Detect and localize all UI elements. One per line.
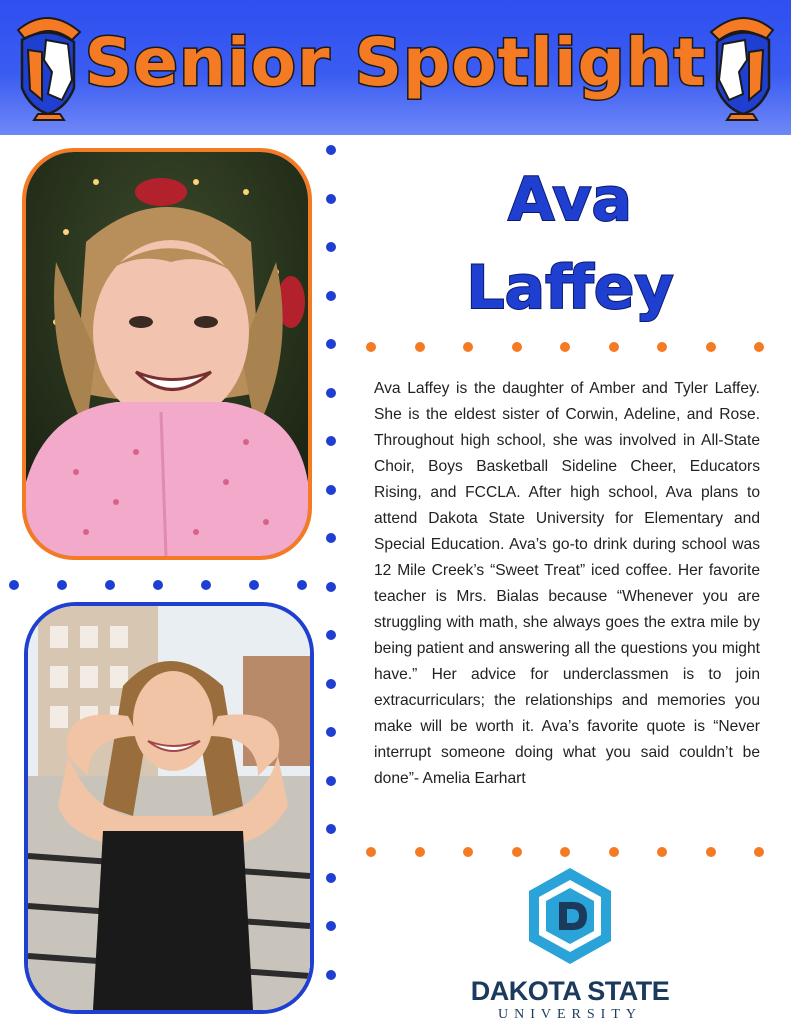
student-last-name: Laffey: [466, 253, 674, 323]
decorative-dot: [609, 847, 619, 857]
decorative-dot: [9, 580, 19, 590]
decorative-dot: [297, 580, 307, 590]
student-first-name: Ava: [508, 165, 632, 235]
decorative-dot: [326, 727, 336, 737]
decorative-dot: [657, 342, 667, 352]
decorative-dot: [326, 339, 336, 349]
decorative-dot: [754, 847, 764, 857]
decorative-dot: [512, 342, 522, 352]
senior-photo: [24, 602, 314, 1014]
decorative-dot: [326, 145, 336, 155]
decorative-dot: [153, 580, 163, 590]
decorative-dot: [366, 342, 376, 352]
decorative-dot: [326, 873, 336, 883]
decorative-dot: [560, 342, 570, 352]
header-banner: [0, 0, 791, 135]
decorative-dot: [326, 630, 336, 640]
university-logo: [470, 866, 670, 1024]
decorative-dot: [326, 485, 336, 495]
decorative-dot: [326, 533, 336, 543]
decorative-dot: [326, 582, 336, 592]
decorative-dot: [657, 847, 667, 857]
decorative-dot: [105, 580, 115, 590]
decorative-dot: [415, 847, 425, 857]
dakota-state-logo-mark: [525, 866, 615, 966]
decorative-dot: [326, 921, 336, 931]
decorative-dot: [706, 342, 716, 352]
decorative-dot: [326, 291, 336, 301]
decorative-dot: [326, 970, 336, 980]
decorative-dot: [326, 436, 336, 446]
logo-subtitle: UNIVERSITY: [498, 1007, 642, 1022]
decorative-dot: [706, 847, 716, 857]
childhood-photo: [22, 148, 312, 560]
logo-name: DAKOTA STATE: [470, 976, 670, 1006]
decorative-dot: [249, 580, 259, 590]
decorative-dot: [754, 342, 764, 352]
decorative-dot: [366, 847, 376, 857]
decorative-dot: [463, 342, 473, 352]
decorative-dot: [609, 342, 619, 352]
trojan-helmet-icon: [701, 10, 783, 122]
decorative-dot: [326, 776, 336, 786]
decorative-dot: [326, 242, 336, 252]
decorative-dot: [326, 194, 336, 204]
decorative-dot: [201, 580, 211, 590]
decorative-dot: [415, 342, 425, 352]
decorative-dot: [326, 679, 336, 689]
decorative-dot: [463, 847, 473, 857]
decorative-dot: [57, 580, 67, 590]
student-bio: Ava Laffey is the daughter of Amber and Tyler Laffey. She is the eldest sister of Corwin, Adeline, and Rose. Throughout high school, she was involved in All-State Choir, Boys Basketball Sideline Cheer, Educators Rising, and FCCLA. After high school, Ava plans to attend Dakota State University for Elementary and Special Education. Ava’s go-to drink during school was 12 Mile Creek’s “Sweet Treat” iced coffee. Her favorite teacher is Mrs. Bialas because “Whenever you are struggling with math, she always goes the extra mile by being patient and answering all the questions you might have.” Her advice for underclassmen is to join extracurriculars; the relationships and memories you make will be worth it. Ava’s favorite quote is “Never interrupt someone doing what you said couldn’t be done”- Amelia Earhart: [374, 380, 760, 787]
page-title: Senior Spotlight: [84, 24, 707, 101]
decorative-dot: [560, 847, 570, 857]
decorative-dot: [512, 847, 522, 857]
decorative-dot: [326, 824, 336, 834]
decorative-dot: [326, 388, 336, 398]
